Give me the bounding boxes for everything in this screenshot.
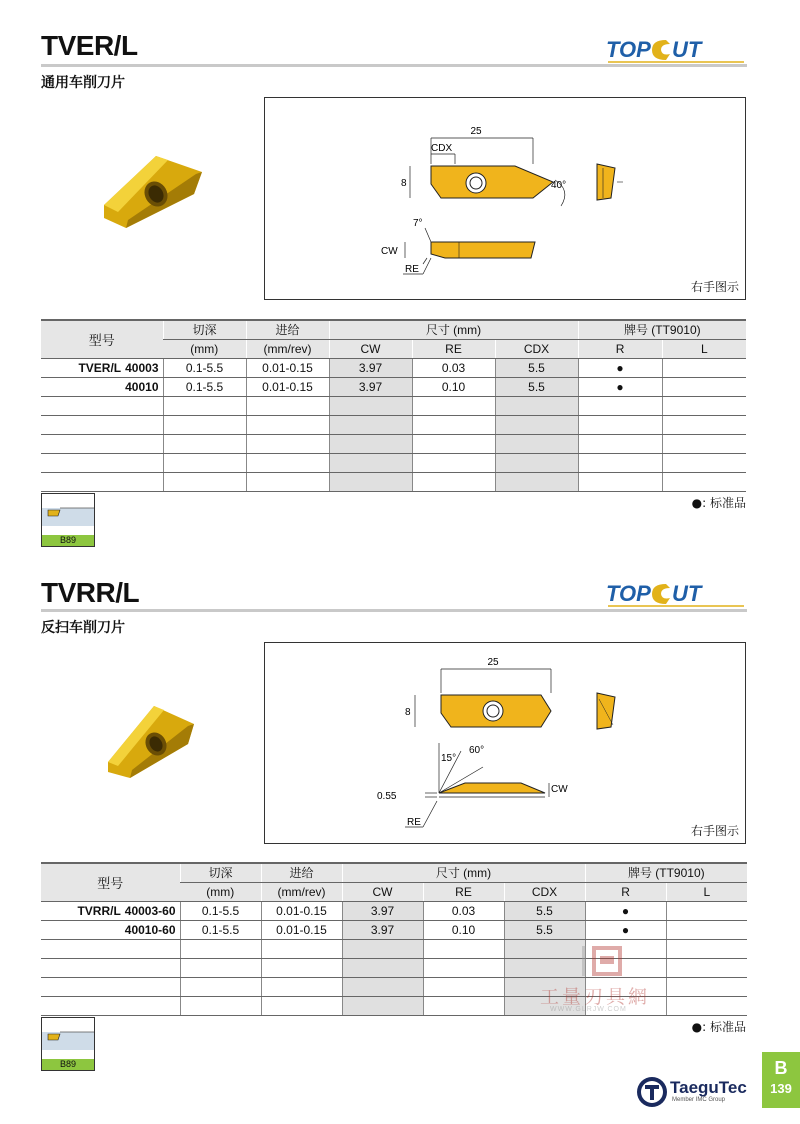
model-prefix: TVER/L <box>78 360 122 375</box>
dim-cdx: CDX <box>431 143 453 154</box>
cell-cw: 3.97 <box>329 377 412 396</box>
table-row-empty <box>41 396 746 415</box>
model-code: 40010 <box>125 379 159 394</box>
holder-thumbnail[interactable] <box>41 1017 95 1071</box>
header-r: R <box>578 339 662 358</box>
header-grade: 牌号 (TT9010) <box>578 320 746 339</box>
section-title: TVER/L <box>41 30 138 61</box>
cell-depth: 0.1-5.5 <box>180 920 261 939</box>
header-cdx: CDX <box>495 339 578 358</box>
header-feed: 进给 <box>261 863 342 882</box>
table-row-empty <box>41 415 746 434</box>
section-title: TVRR/L <box>41 577 140 608</box>
topcut-logo <box>604 32 750 66</box>
cell-cdx: 5.5 <box>504 920 585 939</box>
dim-relief: 7° <box>413 218 423 229</box>
header-feed: 进给 <box>246 320 329 339</box>
header-grade: 牌号 (TT9010) <box>585 863 747 882</box>
cell-feed: 0.01-0.15 <box>246 377 329 396</box>
dim-a60: 60° <box>469 745 485 756</box>
header-model: 型号 <box>41 320 163 358</box>
watermark <box>540 944 670 1014</box>
header-depth: 切深 <box>180 863 261 882</box>
svg-text:UT: UT <box>672 37 702 62</box>
header-model: 型号 <box>41 863 180 901</box>
table-row <box>41 358 746 377</box>
holder-thumbnail[interactable] <box>41 493 95 547</box>
cell-feed: 0.01-0.15 <box>246 358 329 377</box>
cell-l <box>666 901 747 920</box>
header-dims: 尺寸 (mm) <box>342 863 585 882</box>
table-row-empty <box>41 453 746 472</box>
insert-photo <box>98 150 208 230</box>
cell-feed: 0.01-0.15 <box>261 901 342 920</box>
header-depth: 切深 <box>163 320 246 339</box>
spec-table <box>41 319 746 492</box>
header-feed-unit: (mm/rev) <box>246 339 329 358</box>
header-l: L <box>666 882 747 901</box>
topcut-logo <box>604 576 750 610</box>
dim-a15: 15° <box>441 753 457 764</box>
legend: ●: 标准品 <box>691 1020 746 1034</box>
dim-cw: CW <box>381 246 398 257</box>
insert-photo <box>100 700 200 780</box>
tab-letter: B <box>774 1058 788 1078</box>
dim-055: 0.55 <box>377 791 397 802</box>
table-row <box>41 901 747 920</box>
table-row-empty <box>41 434 746 453</box>
svg-text:UT: UT <box>672 581 702 606</box>
cell-cdx: 5.5 <box>495 358 578 377</box>
cell-feed: 0.01-0.15 <box>261 920 342 939</box>
title-rule <box>41 64 747 67</box>
dimension-diagram <box>264 97 746 300</box>
cell-cw: 3.97 <box>342 901 423 920</box>
dim-angle: 40° <box>551 180 567 191</box>
taegutec-logo <box>636 1074 756 1110</box>
header-re: RE <box>412 339 495 358</box>
cell-depth: 0.1-5.5 <box>163 358 246 377</box>
header-depth-unit: (mm) <box>180 882 261 901</box>
cell-l <box>666 920 747 939</box>
section-subtitle: 反扫车削刀片 <box>41 620 125 636</box>
diagram-caption: 右手图示 <box>690 280 739 294</box>
watermark-text: 工量刃具網 <box>540 986 651 1008</box>
cell-re: 0.03 <box>412 358 495 377</box>
cell-r: ● <box>585 920 666 939</box>
header-cdx: CDX <box>504 882 585 901</box>
dim-height: 8 <box>405 707 411 718</box>
cell-r: ● <box>585 901 666 920</box>
dimension-diagram <box>264 642 746 844</box>
dim-cw: CW <box>551 784 568 795</box>
cell-l <box>662 377 746 396</box>
diagram-caption: 右手图示 <box>690 824 739 838</box>
cell-cw: 3.97 <box>342 920 423 939</box>
brand-sub: Member IMC Group <box>672 1097 726 1103</box>
table-row-empty <box>41 472 746 491</box>
table-row <box>41 920 747 939</box>
brand-name: TaeguTec <box>670 1078 747 1097</box>
thumb-label: B89 <box>42 1059 94 1070</box>
cell-depth: 0.1-5.5 <box>180 901 261 920</box>
chapter-tab[interactable] <box>762 1052 800 1108</box>
cell-cdx: 5.5 <box>504 901 585 920</box>
cell-depth: 0.1-5.5 <box>163 377 246 396</box>
dim-re: RE <box>405 264 419 275</box>
header-depth-unit: (mm) <box>163 339 246 358</box>
model-code: 40003 <box>125 360 159 375</box>
page-number: 139 <box>770 1081 792 1096</box>
cell-re: 0.10 <box>423 920 504 939</box>
cell-r: ● <box>578 377 662 396</box>
header-dims: 尺寸 (mm) <box>329 320 578 339</box>
cell-re: 0.03 <box>423 901 504 920</box>
cell-cw: 3.97 <box>329 358 412 377</box>
dim-re: RE <box>407 817 421 828</box>
thumb-label: B89 <box>42 535 94 546</box>
dim-height: 8 <box>401 178 407 189</box>
header-cw: CW <box>329 339 412 358</box>
header-r: R <box>585 882 666 901</box>
table-row <box>41 377 746 396</box>
model-code: 40010-60 <box>124 922 176 937</box>
title-rule <box>41 609 747 612</box>
section-subtitle: 通用车削刀片 <box>41 75 125 91</box>
svg-text:TOP: TOP <box>606 581 651 606</box>
header-feed-unit: (mm/rev) <box>261 882 342 901</box>
cell-l <box>662 358 746 377</box>
legend: ●: 标准品 <box>691 496 746 510</box>
header-cw: CW <box>342 882 423 901</box>
cell-cdx: 5.5 <box>495 377 578 396</box>
model-prefix: TVRR/L <box>77 903 121 918</box>
watermark-url: WWW.GLRJW.COM <box>550 1006 627 1013</box>
model-code: 40003-60 <box>124 903 176 918</box>
cell-re: 0.10 <box>412 377 495 396</box>
cell-r: ● <box>578 358 662 377</box>
dim-length: 25 <box>470 126 482 137</box>
header-l: L <box>662 339 746 358</box>
header-re: RE <box>423 882 504 901</box>
dim-length: 25 <box>487 657 499 668</box>
svg-text:TOP: TOP <box>606 37 651 62</box>
